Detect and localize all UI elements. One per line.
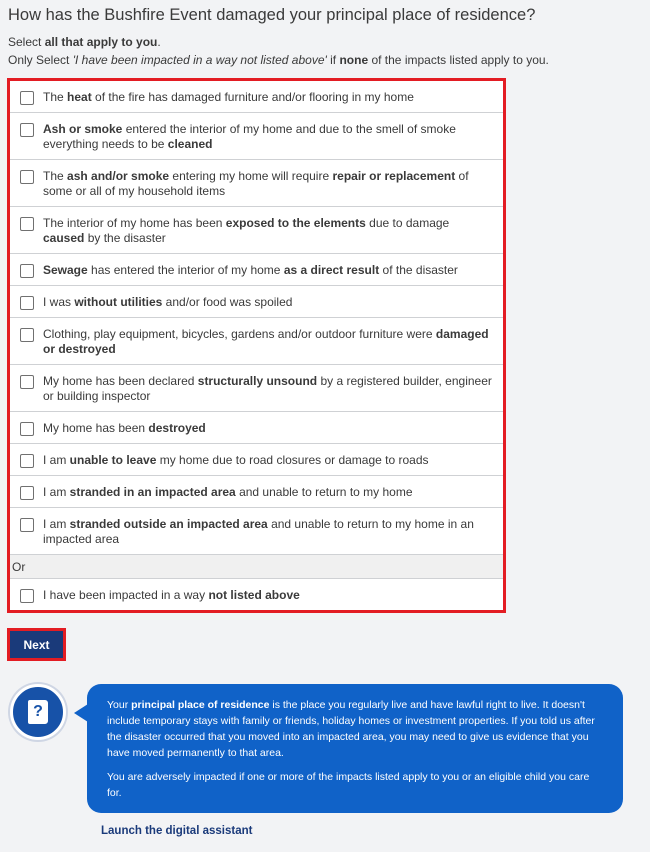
option-label bbox=[43, 90, 414, 105]
impact-option[interactable] bbox=[10, 254, 503, 286]
impact-option[interactable] bbox=[10, 286, 503, 318]
page-title: How has the Bushfire Event damaged your principal place of residence? bbox=[8, 6, 536, 24]
text-span: of the disaster bbox=[379, 263, 458, 277]
bubble-tail bbox=[74, 704, 88, 722]
bold-text: as a direct result bbox=[283, 263, 380, 277]
text-span: Clothing, play equipment, bicycles, gardens and/or outdoor furniture were bbox=[43, 327, 436, 341]
bold-text: exposed to the elements bbox=[225, 216, 366, 230]
option-label bbox=[43, 517, 493, 547]
next-button-highlight bbox=[7, 628, 66, 661]
checkbox[interactable] bbox=[20, 422, 34, 436]
checkbox[interactable] bbox=[20, 375, 34, 389]
text-span: and unable to return to my home in an impacted area bbox=[43, 517, 474, 546]
checkbox[interactable] bbox=[20, 123, 34, 137]
option-label bbox=[43, 374, 493, 404]
checkbox[interactable] bbox=[20, 296, 34, 310]
checkbox[interactable] bbox=[20, 91, 34, 105]
option-label bbox=[43, 295, 292, 310]
text-span: I am bbox=[43, 485, 70, 499]
instruction-text: . bbox=[157, 35, 161, 49]
checkbox[interactable] bbox=[20, 170, 34, 184]
text-span: my home due to road closures or damage to roads bbox=[156, 453, 429, 467]
text-span: due to damage bbox=[365, 216, 450, 230]
text-span: The bbox=[43, 90, 68, 104]
text-span: is the place you regularly live and have lawful right to live. It doesn't include temporary stays with family or friends, holiday homes or investment properties. If you told us after the disaster occurred that you moved into an impacted area, you may need to give us evidence that you have moved permanently to that area. bbox=[107, 699, 595, 759]
instruction-text: none bbox=[339, 53, 369, 67]
checkbox[interactable] bbox=[20, 518, 34, 532]
text-span: has entered the interior of my home bbox=[87, 263, 284, 277]
text-span: and unable to return to my home bbox=[235, 485, 413, 499]
book-question-icon: ? bbox=[28, 700, 48, 724]
impact-option[interactable] bbox=[10, 476, 503, 508]
instruction-only-select bbox=[8, 53, 549, 67]
bold-text: stranded outside an impacted area bbox=[69, 517, 268, 531]
launch-digital-assistant-link[interactable]: Launch the digital assistant bbox=[101, 825, 253, 837]
info-bubble bbox=[87, 684, 623, 813]
text-span: The bbox=[43, 169, 68, 183]
impact-option[interactable] bbox=[10, 160, 503, 207]
help-avatar bbox=[10, 684, 66, 740]
info-residence-definition bbox=[107, 697, 603, 761]
checkbox[interactable] bbox=[20, 589, 34, 603]
text-span: My home has been bbox=[43, 421, 149, 435]
bold-text: Ash or smoke bbox=[43, 122, 123, 136]
impact-option[interactable] bbox=[10, 508, 503, 555]
text-span: I am bbox=[43, 517, 70, 531]
text-span: I was bbox=[43, 295, 75, 309]
option-label bbox=[43, 216, 493, 246]
instruction-select-all bbox=[8, 35, 161, 49]
next-button[interactable]: Next bbox=[10, 631, 63, 658]
option-label bbox=[43, 122, 493, 152]
option-label bbox=[43, 421, 206, 436]
bold-text: without utilities bbox=[74, 295, 163, 309]
instruction-text: of the impacts listed apply to you. bbox=[368, 53, 549, 67]
info-adversely-impacted: You are adversely impacted if one or more of the impacts listed apply to you or an eligible child you care for. bbox=[107, 771, 590, 799]
text-span: and/or food was spoiled bbox=[162, 295, 293, 309]
option-label bbox=[43, 485, 413, 500]
text-span: I am bbox=[43, 453, 70, 467]
text-span: entering my home will require bbox=[169, 169, 333, 183]
bold-text: damaged or destroyed bbox=[43, 327, 489, 356]
impact-option[interactable] bbox=[10, 113, 503, 160]
bold-text: principal place of residence bbox=[131, 699, 270, 711]
instruction-text: Only Select bbox=[8, 53, 73, 67]
checkbox[interactable] bbox=[20, 486, 34, 500]
bold-text: caused bbox=[43, 231, 85, 245]
bold-text: destroyed bbox=[148, 421, 206, 435]
option-label bbox=[43, 263, 458, 278]
text-span: by a registered builder, engineer or building inspector bbox=[43, 374, 492, 403]
instruction-text: if bbox=[326, 53, 340, 67]
text-span: entered the interior of my home and due to the smell of smoke everything needs to be bbox=[43, 122, 456, 151]
option-label bbox=[43, 588, 300, 603]
bold-text: unable to leave bbox=[69, 453, 157, 467]
bold-text: cleaned bbox=[167, 137, 213, 151]
impact-option[interactable] bbox=[10, 579, 503, 610]
bold-text: Sewage bbox=[43, 263, 88, 277]
impact-option[interactable] bbox=[10, 444, 503, 476]
impact-options-group bbox=[7, 78, 506, 613]
checkbox[interactable] bbox=[20, 454, 34, 468]
bold-text: heat bbox=[67, 90, 92, 104]
text-span: I have been impacted in a way bbox=[43, 588, 209, 602]
instruction-text: 'I have been impacted in a way not listed above' bbox=[72, 53, 327, 67]
text-span: Your bbox=[107, 699, 132, 711]
option-label bbox=[43, 453, 429, 468]
bold-text: ash and/or smoke bbox=[67, 169, 170, 183]
option-label bbox=[43, 327, 493, 357]
impact-option[interactable] bbox=[10, 318, 503, 365]
checkbox[interactable] bbox=[20, 264, 34, 278]
instruction-text: Select bbox=[8, 35, 45, 49]
text-span: of some or all of my household items bbox=[43, 169, 469, 198]
bold-text: not listed above bbox=[208, 588, 300, 602]
text-span: by the disaster bbox=[84, 231, 166, 245]
checkbox[interactable] bbox=[20, 328, 34, 342]
text-span: of the fire has damaged furniture and/or flooring in my home bbox=[91, 90, 414, 104]
bold-text: stranded in an impacted area bbox=[69, 485, 236, 499]
or-separator: Or bbox=[10, 555, 503, 579]
impact-option[interactable] bbox=[10, 207, 503, 254]
text-span: The interior of my home has been bbox=[43, 216, 226, 230]
text-span: My home has been declared bbox=[43, 374, 198, 388]
instruction-text: all that apply to you bbox=[44, 35, 158, 49]
impact-option[interactable] bbox=[10, 81, 503, 113]
bold-text: structurally unsound bbox=[197, 374, 318, 388]
impact-option[interactable] bbox=[10, 412, 503, 444]
checkbox[interactable] bbox=[20, 217, 34, 231]
option-label bbox=[43, 169, 493, 199]
impact-option[interactable] bbox=[10, 365, 503, 412]
bold-text: repair or replacement bbox=[332, 169, 456, 183]
